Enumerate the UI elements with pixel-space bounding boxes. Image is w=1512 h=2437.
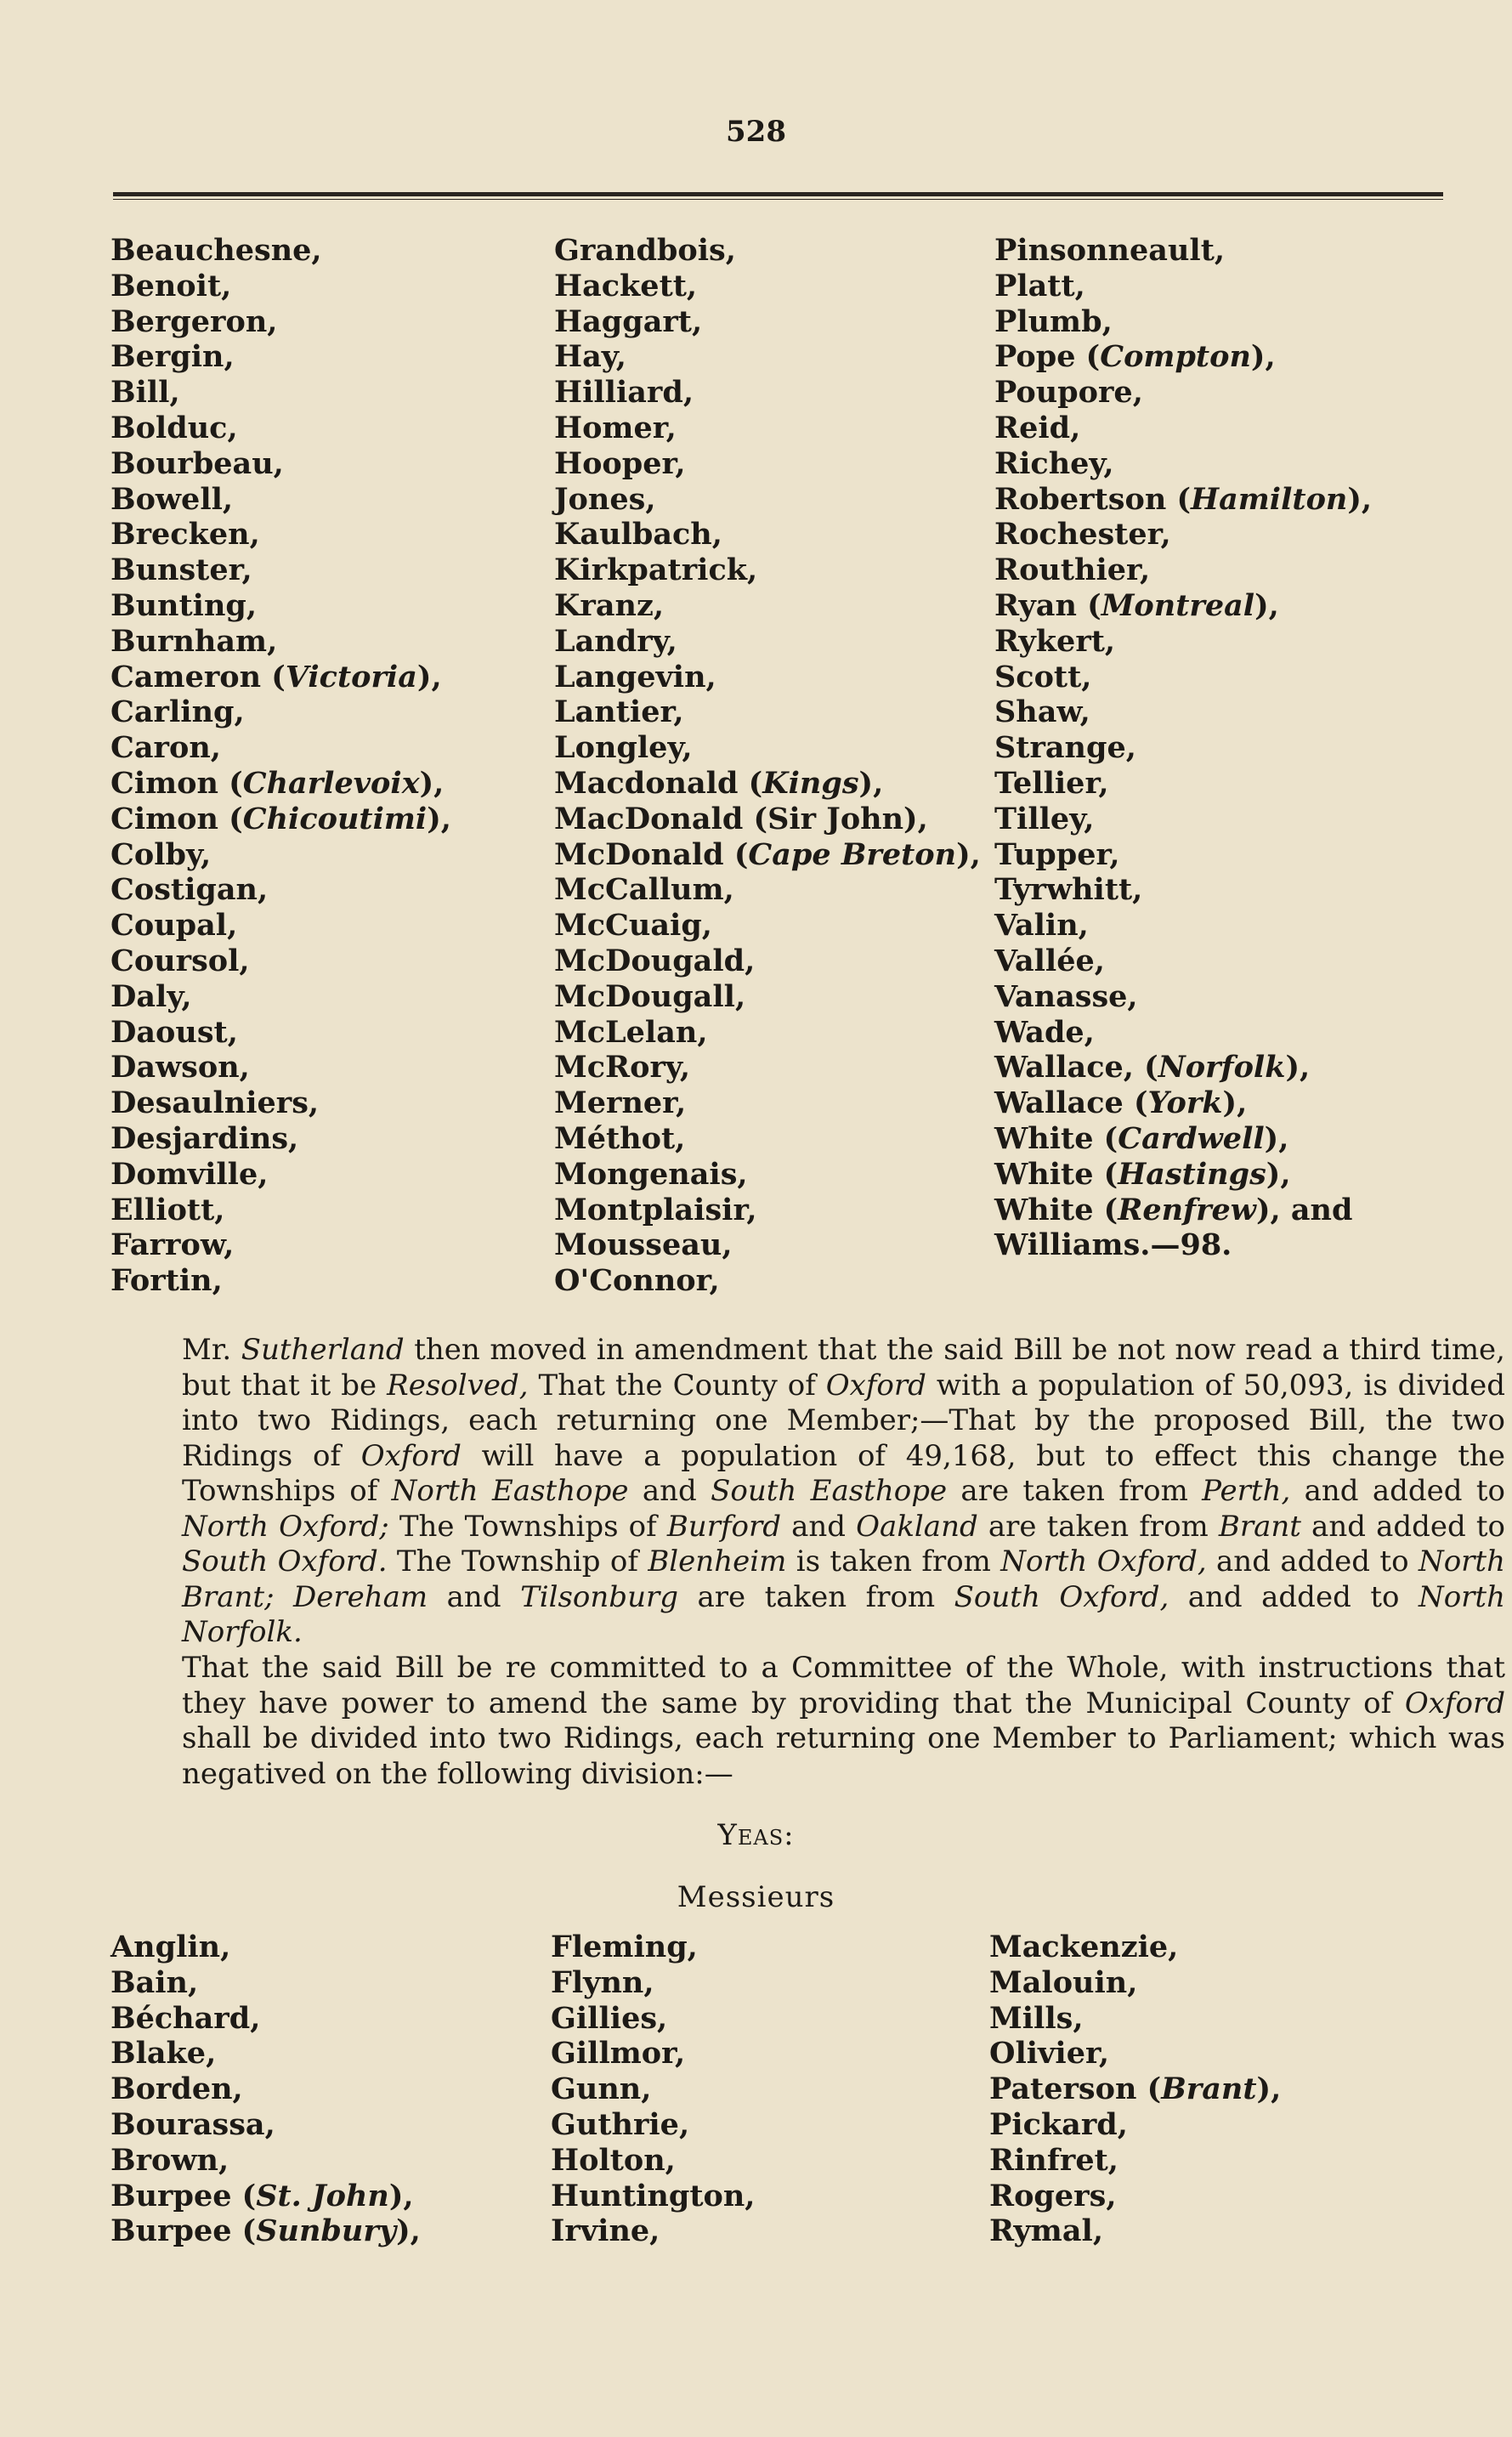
member-name: Anglin, [110, 1930, 231, 1964]
italic-run: North Oxford; [182, 1509, 389, 1544]
member-name: Colby, [110, 836, 212, 872]
text-run: are taken from [947, 1474, 1203, 1508]
nays-column-1 [110, 233, 451, 1299]
member-name: Bergin, [110, 339, 235, 375]
italic-run: Resolved, [387, 1368, 529, 1403]
italic-run: Blenheim [648, 1544, 787, 1578]
member-name: Malouin, [989, 1964, 1138, 2000]
yeas-column-2 [551, 1930, 756, 2249]
italic-run: North Norfolk. [182, 1579, 1505, 1649]
member-name: Fortin, [110, 1263, 223, 1299]
text-run: are taken from [677, 1579, 954, 1614]
text-run: and added to [1300, 1509, 1505, 1544]
italic-run: South Oxford. [182, 1544, 388, 1578]
member-name: Fleming, [551, 1930, 698, 1964]
member-name: Carling, [110, 694, 245, 730]
italic-run: Oxford [360, 1438, 462, 1473]
member-name: McRory, [554, 1050, 691, 1085]
header-rule [113, 192, 1443, 200]
member-name: McLelan, [554, 1014, 708, 1050]
member-name: Tilley, [994, 801, 1095, 836]
member-name: Coupal, [110, 908, 238, 944]
member-name: Huntington, [551, 2178, 756, 2213]
member-name: Bill, [110, 375, 180, 411]
member-name: Robertson (Hamilton), [994, 481, 1373, 517]
amendment-paragraph [109, 1333, 1505, 1651]
member-name: Mousseau, [554, 1227, 733, 1263]
member-name: Langevin, [554, 659, 716, 694]
member-name: Desjardins, [110, 1120, 299, 1156]
member-name: Pickard, [989, 2106, 1128, 2142]
member-name: Coursol, [110, 943, 250, 978]
member-name: Benoit, [110, 268, 232, 303]
member-name: Grandbois, [554, 233, 736, 268]
member-name: Gillmor, [551, 2036, 686, 2071]
member-name: Mackenzie, [989, 1930, 1179, 1964]
member-name: Ryan (Montreal), [994, 587, 1279, 623]
member-name: Hackett, [554, 268, 698, 303]
member-name: Plumb, [994, 303, 1113, 339]
member-name: Wallace, (Norfolk), [994, 1050, 1311, 1085]
member-name: Pinsonneault, [994, 233, 1226, 268]
member-name: Kirkpatrick, [554, 553, 758, 588]
member-name: Beauchesne, [110, 233, 322, 268]
messieurs-heading: Messieurs [677, 1880, 835, 1914]
text-run: The Township of [387, 1544, 648, 1578]
member-name: Rykert, [994, 623, 1116, 659]
member-name: Montplaisir, [554, 1192, 757, 1227]
member-name: Kranz, [554, 587, 665, 623]
member-name: Gillies, [551, 2000, 668, 2036]
member-name: Pope (Compton), [994, 339, 1276, 375]
member-name: Haggart, [554, 303, 703, 339]
member-name: Tellier, [994, 765, 1109, 801]
member-name: Poupore, [994, 375, 1143, 411]
member-name: Burpee (St. John), [110, 2178, 414, 2213]
member-name: Farrow, [110, 1227, 235, 1263]
member-name: Tupper, [994, 836, 1120, 872]
member-name: Brecken, [110, 517, 260, 553]
text-run: and [428, 1579, 521, 1614]
member-name: Rochester, [994, 517, 1171, 553]
nays-column-3 [994, 233, 1372, 1263]
page-number: 528 [726, 115, 786, 149]
member-name: Rogers, [989, 2178, 1117, 2213]
italic-run: Sutherland [241, 1333, 405, 1367]
member-name: McDonald (Cape Breton), [554, 836, 981, 872]
member-name: Macdonald (Kings), [554, 765, 884, 801]
member-name: Cimon (Charlevoix), [110, 765, 445, 801]
member-name: Wade, [994, 1014, 1095, 1050]
member-name: Flynn, [551, 1964, 654, 2000]
member-name: Olivier, [989, 2036, 1110, 2071]
member-name: McDougald, [554, 943, 756, 978]
text-run: That the said Bill be re committed to a Committee of the Whole, with instructions that they have power to amend the same by providing that the Municipal County of [182, 1651, 1505, 1720]
member-name: Domville, [110, 1156, 269, 1192]
member-name: Paterson (Brant), [989, 2071, 1282, 2107]
member-name: Daoust, [110, 1014, 238, 1050]
member-name: Mongenais, [554, 1156, 748, 1192]
member-name: Burpee (Sunbury), [110, 2213, 421, 2249]
member-name: Strange, [994, 730, 1136, 766]
member-name: Reid, [994, 410, 1081, 445]
text-run: is taken from [786, 1544, 1001, 1578]
instructions-paragraph [109, 1651, 1505, 1792]
italic-run: North Brant; Dereham [182, 1544, 1505, 1614]
member-name: White (Renfrew), and [994, 1192, 1353, 1227]
member-name: Tyrwhitt, [994, 872, 1143, 908]
member-name: Vallée, [994, 943, 1105, 978]
text-run: and added to [1206, 1544, 1419, 1578]
member-name: Guthrie, [551, 2106, 690, 2142]
member-name: Jones, [554, 481, 656, 517]
nays-name-list [0, 233, 1512, 1299]
member-name: Elliott, [110, 1192, 225, 1227]
member-name: Burnham, [110, 623, 278, 659]
member-name: White (Hastings), [994, 1156, 1291, 1192]
italic-run: South Oxford, [954, 1579, 1169, 1614]
member-name: Landry, [554, 623, 677, 659]
member-name: Desaulniers, [110, 1085, 320, 1121]
member-name: Merner, [554, 1085, 687, 1121]
member-name: Bain, [110, 1964, 199, 2000]
member-name: Mills, [989, 2000, 1084, 2036]
text-run: and added to [1290, 1474, 1506, 1508]
member-name: Méthot, [554, 1120, 686, 1156]
member-name: Hilliard, [554, 375, 694, 411]
italic-run: North Easthope [391, 1474, 629, 1508]
member-name: Béchard, [110, 2000, 261, 2036]
member-name: Gunn, [551, 2071, 652, 2107]
member-name: Borden, [110, 2071, 243, 2107]
italic-run: Tilsonburg [520, 1579, 678, 1614]
member-name: White (Cardwell), [994, 1120, 1289, 1156]
member-name: McCallum, [554, 872, 734, 908]
italic-run: South Easthope [711, 1474, 948, 1508]
text-run: and [628, 1474, 711, 1508]
member-name: Routhier, [994, 553, 1151, 588]
member-name: Bowell, [110, 481, 234, 517]
yeas-column-3 [989, 1930, 1281, 2249]
member-name: Cimon (Chicoutimi), [110, 801, 451, 836]
member-name: Kaulbach, [554, 517, 722, 553]
member-name: Rymal, [989, 2213, 1104, 2249]
member-name: MacDonald (Sir John), [554, 801, 928, 836]
italic-run: Brant [1218, 1509, 1301, 1544]
text-run: and [781, 1509, 857, 1544]
text-run: and added to [1169, 1579, 1419, 1614]
member-name: Blake, [110, 2036, 217, 2071]
member-name: Caron, [110, 730, 221, 766]
member-name: Dawson, [110, 1050, 250, 1085]
member-name: Bunting, [110, 587, 258, 623]
text-run: then moved in amendment that the said Bill be not now read a third time, but that it be [182, 1333, 1505, 1403]
member-name: Shaw, [994, 694, 1090, 730]
member-name: Homer, [554, 410, 677, 445]
text-run: Mr. [182, 1333, 241, 1367]
member-name: Daly, [110, 978, 192, 1014]
italic-run: Perth, [1202, 1474, 1291, 1508]
member-name: Bolduc, [110, 410, 238, 445]
member-name: Rinfret, [989, 2142, 1118, 2178]
member-name: Lantier, [554, 694, 684, 730]
member-name: O'Connor, [554, 1263, 720, 1299]
member-name: Hay, [554, 339, 626, 375]
text-run: shall be divided into two Ridings, each returning one Member to Parliament; which was negatived on the following division:— [182, 1721, 1505, 1791]
text-run: will have a population of 49,168, but to effect this change the Townships of [182, 1438, 1505, 1508]
member-name: Vanasse, [994, 978, 1138, 1014]
text-run: The Townships of [388, 1509, 667, 1544]
member-name: Cameron (Victoria), [110, 659, 442, 694]
member-name: Scott, [994, 659, 1092, 694]
member-name: Longley, [554, 730, 693, 766]
member-name: Brown, [110, 2142, 229, 2178]
italic-run: Burford [666, 1509, 782, 1544]
member-name: Irvine, [551, 2213, 660, 2249]
member-name: Hooper, [554, 445, 686, 481]
text-run: That the County of [528, 1368, 826, 1403]
italic-run: North Oxford, [1000, 1544, 1207, 1578]
yeas-column-1 [110, 1930, 421, 2249]
member-name: Valin, [994, 908, 1089, 944]
member-name: McDougall, [554, 978, 746, 1014]
member-name: Williams.—98. [994, 1227, 1232, 1263]
nays-column-2 [554, 233, 981, 1299]
italic-run: Oxford [1404, 1686, 1505, 1720]
member-name: Bourbeau, [110, 445, 284, 481]
member-name: Bunster, [110, 553, 252, 588]
italic-run: Oxford [825, 1368, 926, 1403]
member-name: Wallace (York), [994, 1085, 1248, 1121]
member-name: Costigan, [110, 872, 269, 908]
text-run: are taken from [977, 1509, 1219, 1544]
italic-run: Oakland [856, 1509, 978, 1544]
member-name: Bourassa, [110, 2106, 275, 2142]
text-run: with a population of 50,093, is divided into two Ridings, each returning one Member;—That by the proposed Bill, the two Ridings of [182, 1368, 1505, 1473]
member-name: Richey, [994, 445, 1114, 481]
member-name: McCuaig, [554, 908, 712, 944]
yeas-heading: Yeas: [717, 1818, 795, 1852]
member-name: Bergeron, [110, 303, 278, 339]
member-name: Platt, [994, 268, 1085, 303]
member-name: Holton, [551, 2142, 676, 2178]
